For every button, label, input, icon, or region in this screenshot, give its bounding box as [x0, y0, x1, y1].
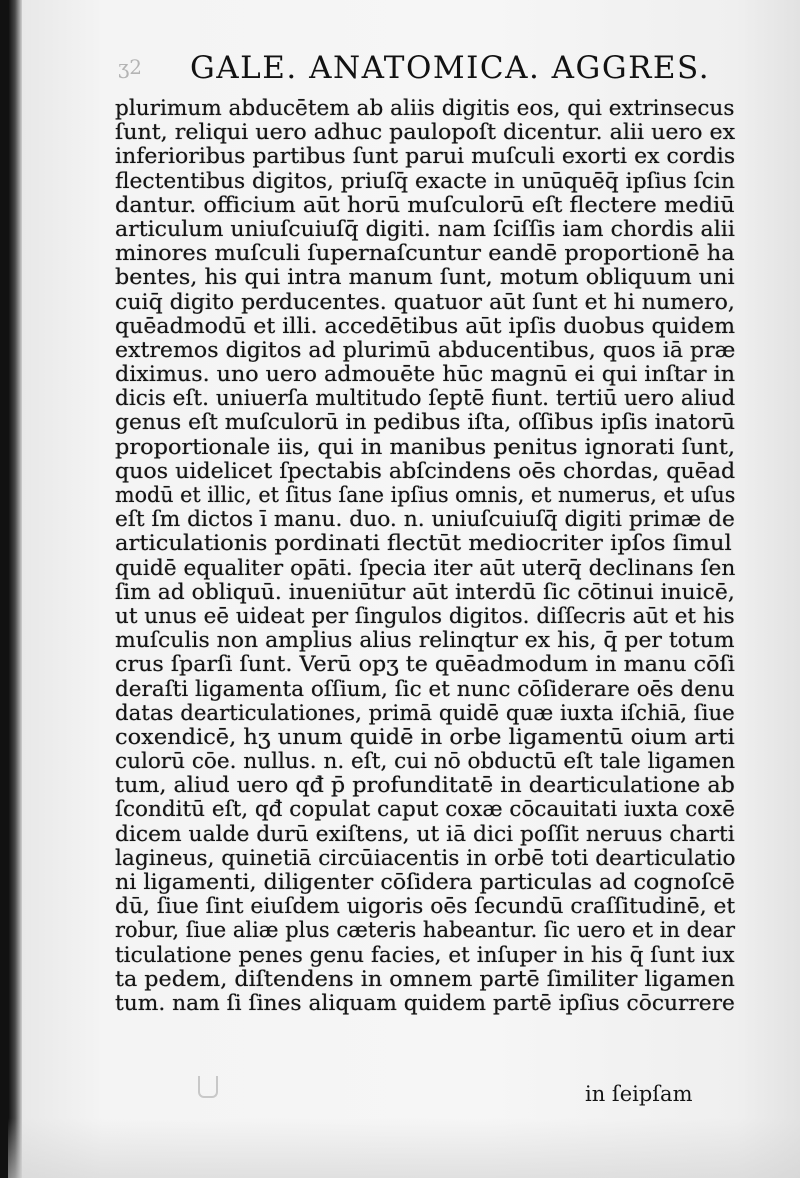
text-line: coxendicē, hʒ unum quidē in orbe ligamentū oium arti — [115, 724, 735, 749]
text-line: extremos digitos ad plurimū abducentibus, quos iā præ — [115, 337, 736, 362]
running-head: GALE. ANATOMICA. AGGRES. — [190, 50, 711, 86]
text-line: proportionale iis, qui in manibus penitus ignorati ſunt, — [115, 434, 736, 459]
text-line: modū et illic, et ſitus ſane ipſius omnis, et numerus, et uſus — [115, 483, 736, 507]
text-line: quos uidelicet ſpectabis abſcindens oēs chordas, quēad — [115, 458, 736, 483]
page-gutter-shadow — [8, 0, 22, 1178]
bleed-through-smudge — [198, 1076, 218, 1098]
text-line: tum. nam ſi ſines aliquam quidem partē ipſius cōcurrere — [115, 990, 735, 1015]
text-line: ticulatione penes genu facies, et inſuper in his q̄ ſunt iux — [115, 942, 735, 967]
text-line: inferioribus partibus ſunt parui muſculi exorti ex cordis — [115, 144, 736, 169]
text-line: ut unus eē uideat per ſingulos digitos. diſſecris aūt et his — [115, 603, 735, 628]
text-line: cuiq̄ digito perducentes. quatuor aūt ſunt et hi numero, — [115, 289, 735, 314]
text-line: flectentibus digitos, priuſq̄ exacte in unūquēq̄ ipſius ſcin — [115, 168, 735, 193]
text-line: articulum uniuſcuiuſq̄ digiti. nam ſciſſis iam chordis alii — [115, 216, 735, 241]
text-line: dū, ſiue ſint eiuſdem uigoris oēs ſecundū craſſitudinē, et — [115, 894, 736, 919]
text-line: culorū cōe. nullus. n. eſt, cui nō obductū eſt tale ligamen — [115, 749, 736, 774]
text-line: datas dearticulationes, primā quidē quæ iuxta iſchiā, ſiue — [115, 700, 735, 725]
text-line: plurimum abducētem ab aliis digitis eos, qui extrinsecus — [115, 96, 735, 120]
text-line: ſim ad obliquū. inueniūtur aūt interdū ſic cōtinui inuicē, — [115, 579, 735, 604]
text-line: minores muſculi ſupernaſcuntur eandē proportionē ha — [115, 241, 735, 266]
text-line: muſculis non amplius alius relinqtur ex his, q̄ per totum — [115, 628, 735, 653]
catchword: in ſeipſam — [585, 1082, 693, 1106]
text-line: deraſti ligamenta oſſium, ſic et nunc cōſiderare oēs denu — [115, 676, 735, 701]
text-line: bentes, his qui intra manum ſunt, motum obliquum uni — [115, 265, 735, 290]
text-line: ta pedem, diſtendens in omnem partē ſimiliter ligamen — [115, 966, 735, 991]
text-line: dicis eſt. uniuerſa multitudo ſeptē fiunt. tertiū uero aliud — [115, 386, 736, 411]
text-line: tum, aliud uero qđ p̄ profunditatē in dearticulatione ab — [115, 773, 735, 798]
text-line: quidē equaliter opāti. ſpecia iter aūt uterq̄ declinans ſen — [115, 555, 736, 580]
text-line: dantur. officium aūt horū muſculorū eſt flectere mediū — [115, 192, 735, 217]
page-bottom-shading — [8, 1118, 800, 1178]
bleed-through-mark: ʒ2 — [118, 55, 143, 79]
text-line: dicem ualde durū exiſtens, ut iā dici poſſit neruus charti — [115, 821, 735, 846]
text-line: robur, ſiue aliæ plus cæteris habeantur. ſic uero et in dear — [115, 918, 736, 943]
text-line: quēadmodū et illi. accedētibus aūt ipſis duobus quidem — [115, 313, 736, 338]
text-line: crus ſparſi ſunt. Verū opʒ te quēadmodum in manu cōſi — [115, 652, 735, 677]
text-line: genus eſt muſculorū in pedibus iſta, oſſibus ipſis inatorū — [115, 410, 736, 435]
text-line: articulationis pordinati flectūt mediocriter ipſos ſimul — [115, 531, 732, 556]
text-line: ſunt, reliqui uero adhuc paulopoſt dicentur. alii uero ex — [115, 120, 736, 145]
text-line: ni ligamenti, diligenter cōſidera particulas ad cognoſcē — [115, 870, 735, 894]
text-line: ſconditū eſt, qđ copulat caput coxæ cōcauitati iuxta coxē — [115, 797, 736, 822]
text-line: eſt ſm dictos ī manu. duo. n. uniuſcuiuſq̄ digiti primæ de — [115, 507, 735, 532]
body-text-block — [115, 96, 735, 1015]
text-line: lagineus, quinetiā circūiacentis in orbē toti dearticulatio — [115, 845, 736, 870]
text-line: diximus. uno uero admouēte hūc magnū ei qui inſtar in — [115, 362, 736, 387]
